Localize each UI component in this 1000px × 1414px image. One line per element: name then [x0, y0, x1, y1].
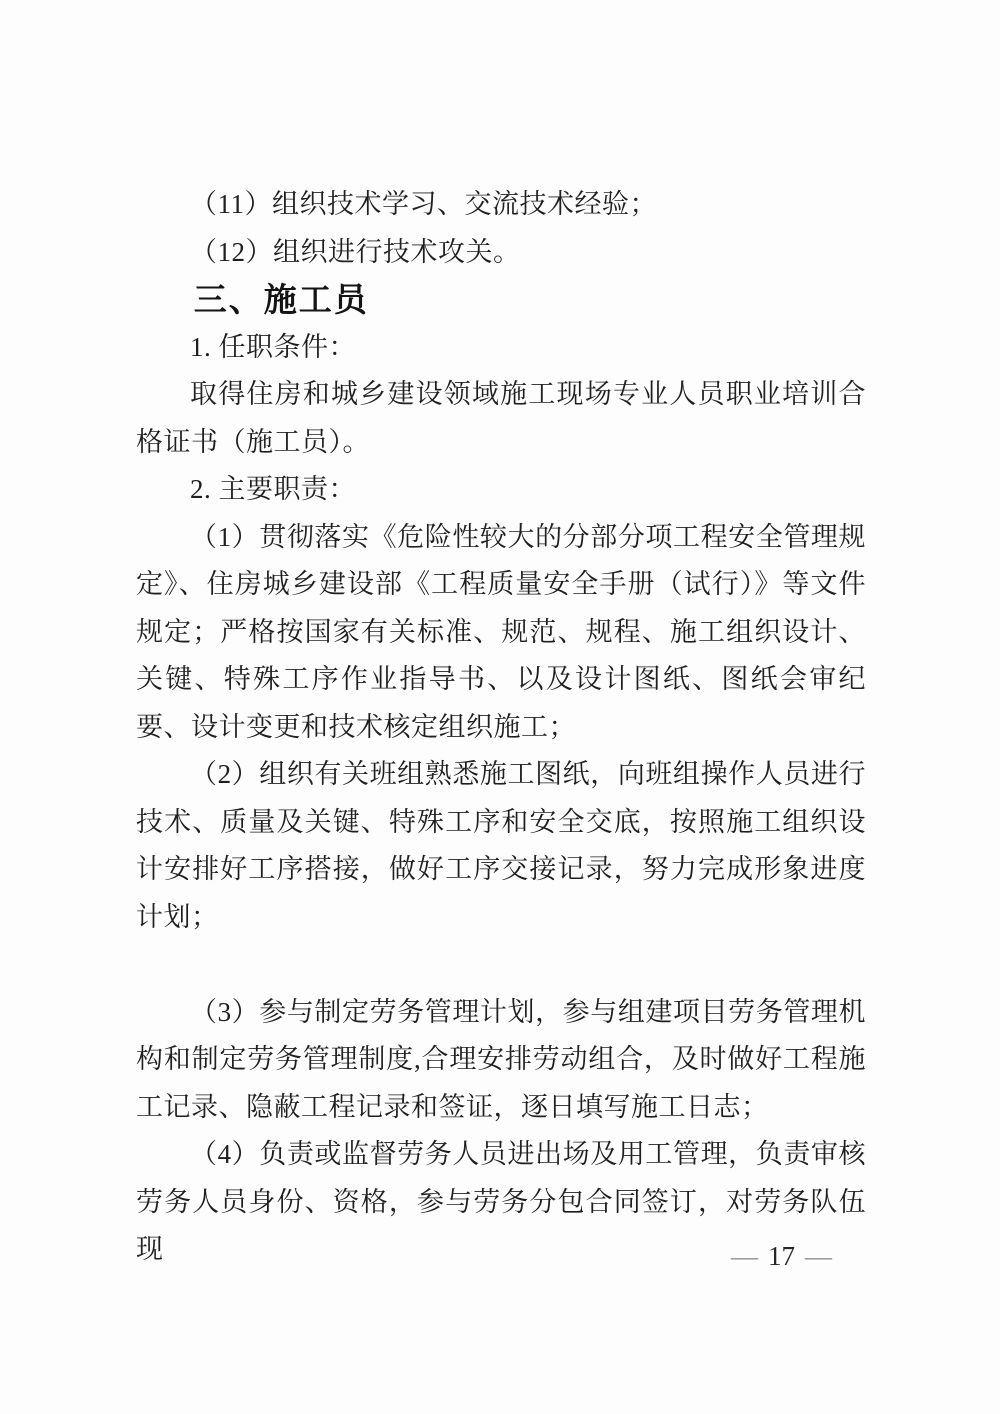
- page-footer: [721, 1236, 842, 1276]
- footer-dash-right: —: [805, 1241, 832, 1271]
- paragraph-item-12: （12）组织进行技术攻关。: [190, 236, 521, 267]
- footer-dash-left: —: [731, 1241, 758, 1271]
- paragraph-qualification: 取得住房和城乡建设领域施工现场专业人员职业培训合格证书（施工员）。: [136, 379, 866, 457]
- paragraph-duty-2: （2）组织有关班组熟悉施工图纸，向班组操作人员进行技术、质量及关键、特殊工序和安全交底，按照施工组织设计安排好工序搭接，做好工序交接记录，努力完成形象进度计划；: [136, 759, 866, 932]
- page-number: 17: [768, 1241, 795, 1271]
- paragraph-duty-3: （3）参与制定劳务管理计划，参与组建项目劳务管理机构和制定劳务管理制度,合理安排劳动组合，及时做好工程施工记录、隐蔽工程记录和签证，逐日填写施工日志；: [136, 996, 866, 1122]
- paragraph-duty-4: （4）负责或监督劳务人员进出场及用工管理，负责审核劳务人员身份、资格，参与劳务分包合同签订，对劳务队伍现: [136, 1139, 866, 1264]
- subheading-zhuyao-zhize: 2. 主要职责：: [190, 474, 356, 504]
- document-body: [136, 181, 866, 1274]
- section-heading-shigongyuan: 三、施工员: [193, 281, 369, 318]
- subheading-renzhi-tiaojian: 1. 任职条件：: [190, 331, 356, 362]
- paragraph-duty-1: （1）贯彻落实《危险性较大的分部分项工程安全管理规定》、住房城乡建设部《工程质量安全手册（试行）》等文件规定；严格按国家有关标准、规范、规程、施工组织设计、关键、特殊工序作业指导书、以及设计图纸、图纸会审纪要、设计变更和技术核定组织施工；: [136, 521, 866, 742]
- paragraph-item-11: （11）组织技术学习、交流技术经验；: [190, 189, 657, 219]
